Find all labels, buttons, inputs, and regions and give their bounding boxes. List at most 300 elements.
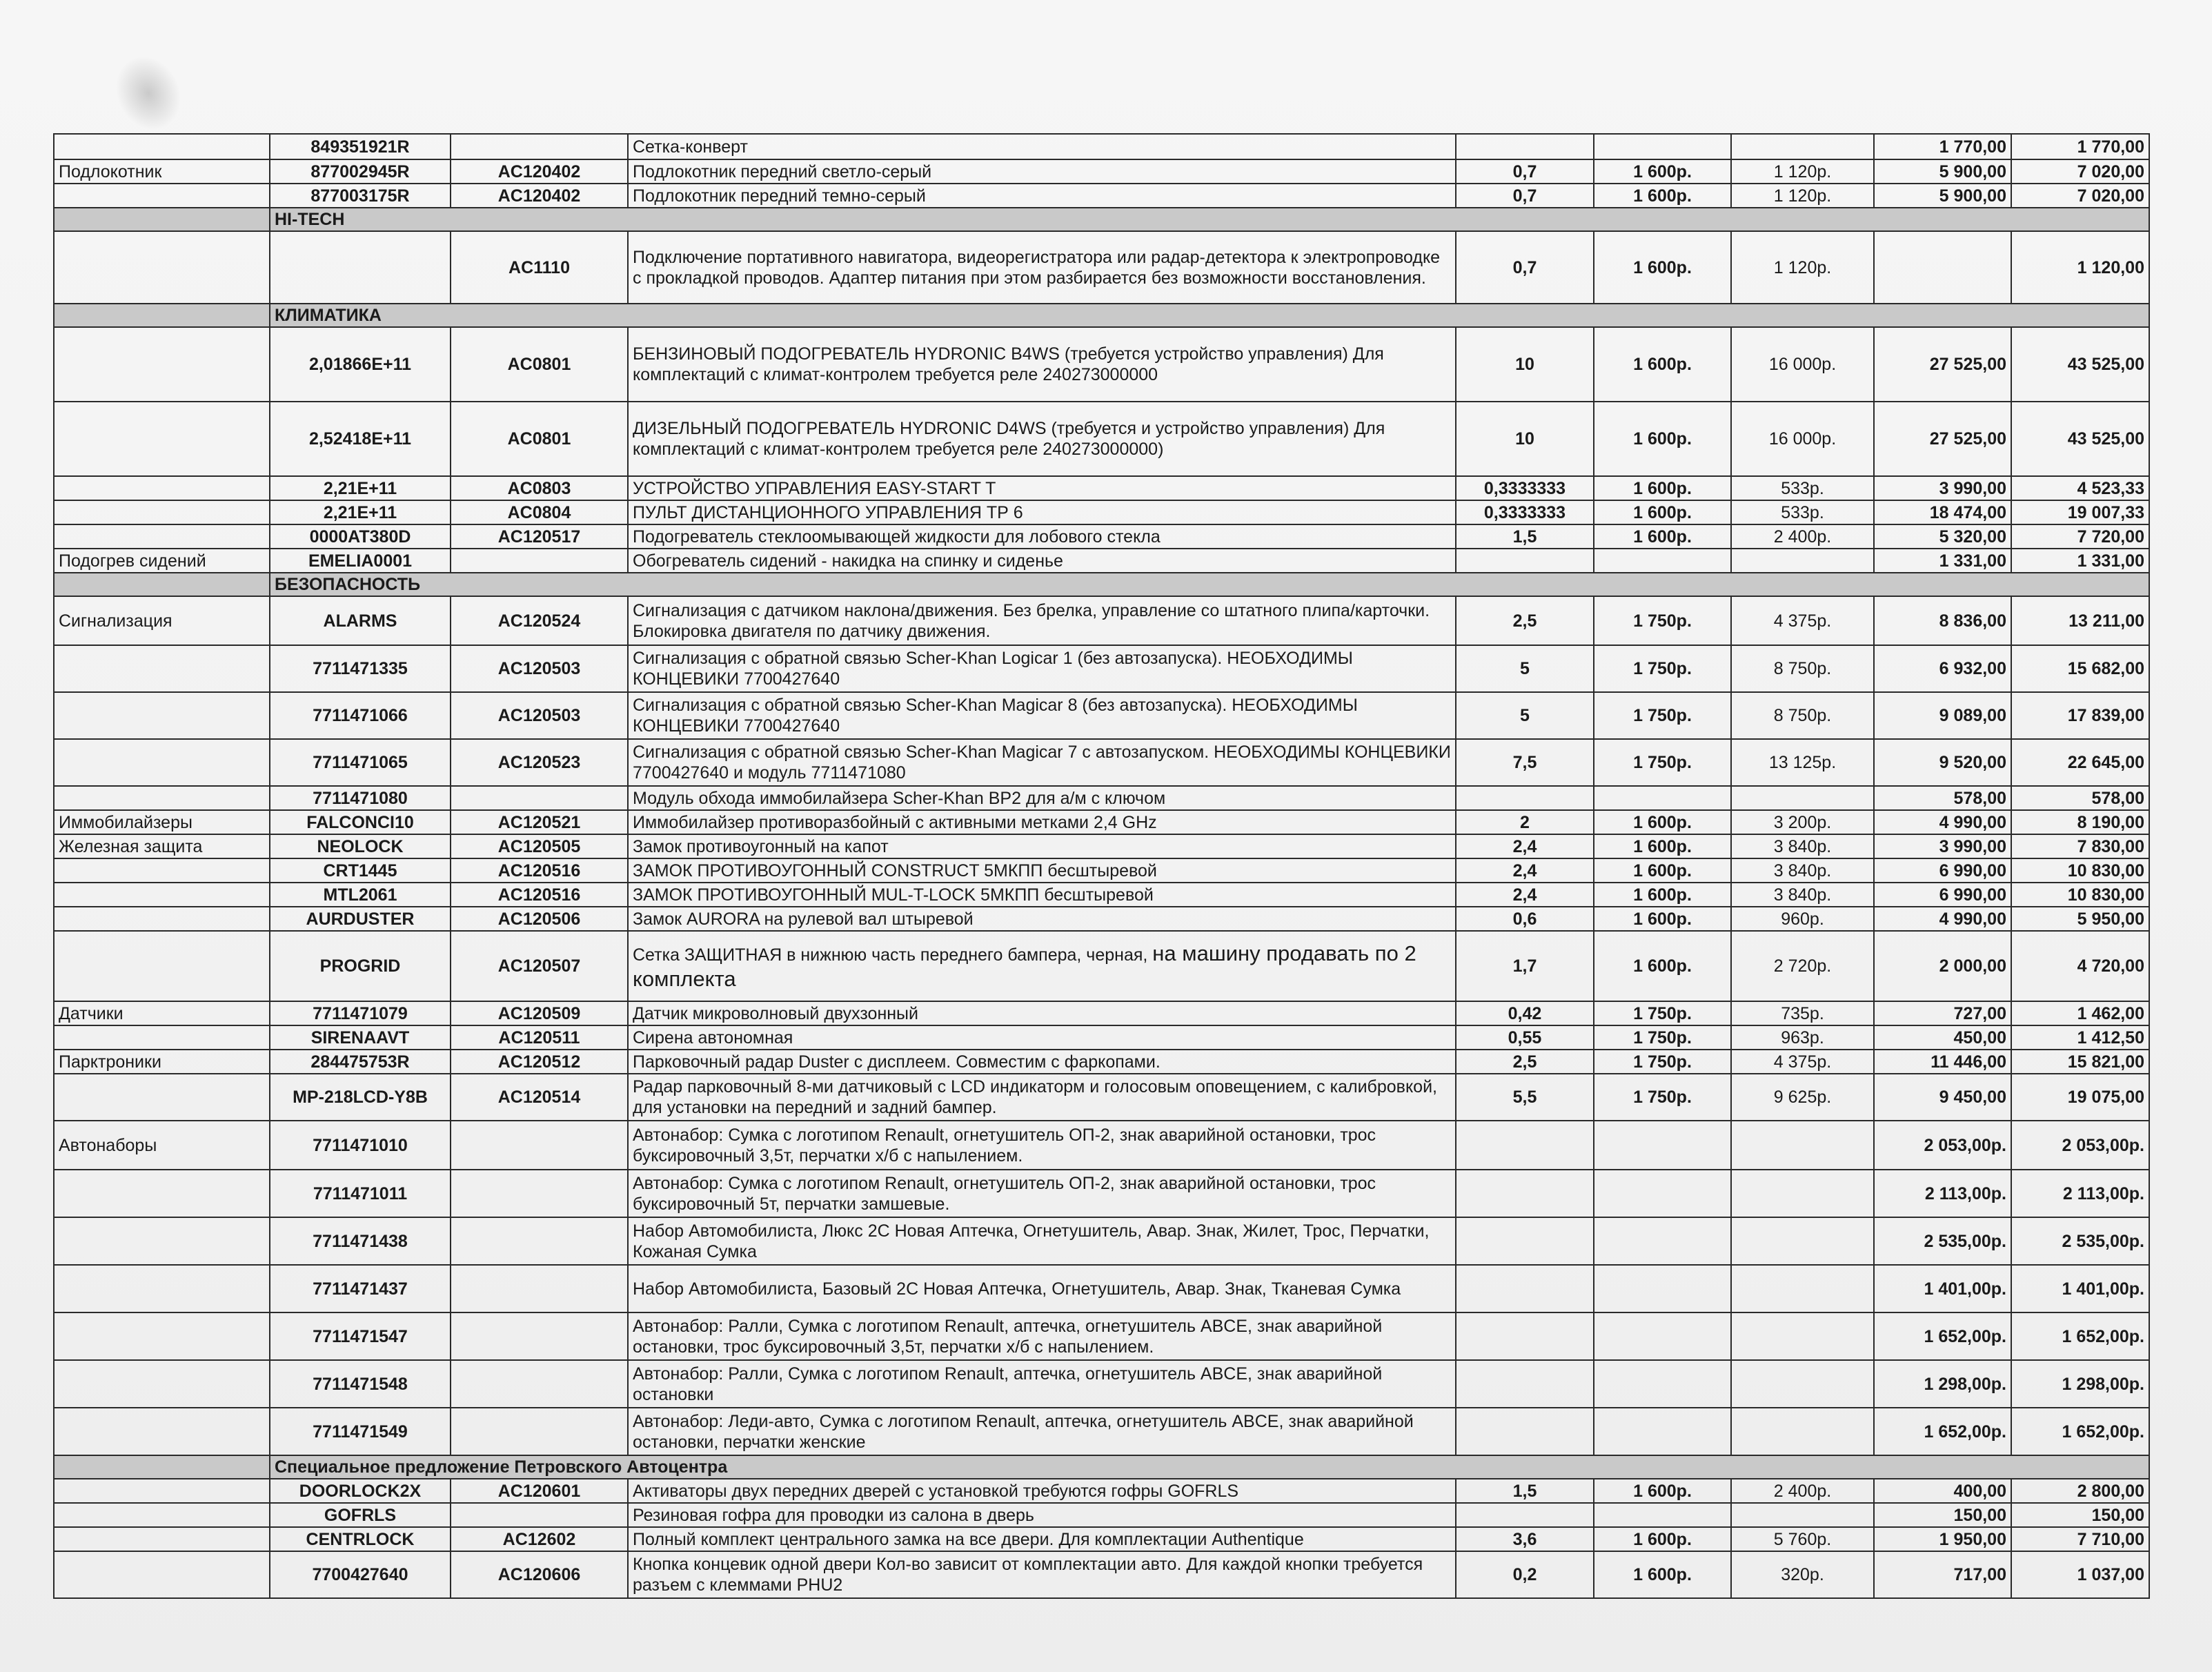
table-row xyxy=(54,1001,2149,1025)
article-code-cell: EMELIA0001 xyxy=(270,549,451,573)
article-code-cell: 877002945R xyxy=(270,159,451,184)
total-price-cell: 578,00 xyxy=(2011,786,2149,810)
labor-cost-cell xyxy=(1731,1312,1874,1360)
category-cell xyxy=(54,1217,270,1265)
description-cell: Подогреватель стеклоомывающей жидкости для лобового стекла xyxy=(628,524,1456,549)
labor-hours-cell: 0,6 xyxy=(1456,907,1594,931)
table-row xyxy=(54,1408,2149,1455)
description-cell: Автонабор: Ралли, Сумка с логотипом Renault, аптечка, огнетушитель ABCE, знак аварийной остановки xyxy=(628,1360,1456,1408)
article-code-cell: 877003175R xyxy=(270,184,451,208)
article-code-cell: PROGRID xyxy=(270,931,451,1001)
table-row xyxy=(54,1025,2149,1050)
part-price-cell: 9 520,00 xyxy=(1874,739,2011,786)
description-cell: Датчик микроволновый двухзонный xyxy=(628,1001,1456,1025)
table-row xyxy=(54,1503,2149,1527)
labor-hours-cell: 0,2 xyxy=(1456,1551,1594,1598)
article-code-cell: 7711471335 xyxy=(270,645,451,692)
category-cell: Сигнализация xyxy=(54,596,270,645)
labor-hours-cell xyxy=(1456,1503,1594,1527)
work-code-cell: AC120506 xyxy=(451,907,628,931)
work-code-cell: AC120514 xyxy=(451,1074,628,1121)
work-code-cell: AC120516 xyxy=(451,883,628,907)
hourly-rate-cell: 1 600р. xyxy=(1594,159,1731,184)
table-row xyxy=(54,596,2149,645)
description-cell: Автонабор: Леди-авто, Сумка с логотипом Renault, аптечка, огнетушитель ABCE, знак аварийной остановки, перчатки женские xyxy=(628,1408,1456,1455)
total-price-cell: 1 037,00 xyxy=(2011,1551,2149,1598)
article-code-cell: 7711471080 xyxy=(270,786,451,810)
table-row xyxy=(54,402,2149,476)
category-cell xyxy=(54,184,270,208)
table-row xyxy=(54,810,2149,834)
category-cell xyxy=(54,858,270,883)
table-row xyxy=(54,1360,2149,1408)
description-cell xyxy=(628,931,1456,1001)
description-cell: ДИЗЕЛЬНЫЙ ПОДОГРЕВАТЕЛЬ HYDRONIC D4WS (требуется и устройство управления) Для комплектаций с климат-контролем требуется реле 240273000000) xyxy=(628,402,1456,476)
hourly-rate-cell xyxy=(1594,549,1731,573)
table-row xyxy=(54,739,2149,786)
part-price-cell: 1 401,00р. xyxy=(1874,1265,2011,1312)
category-cell xyxy=(54,476,270,500)
part-price-cell: 4 990,00 xyxy=(1874,810,2011,834)
part-price-cell: 6 932,00 xyxy=(1874,645,2011,692)
section-title: КЛИМАТИКА xyxy=(270,304,2149,327)
labor-hours-cell: 1,5 xyxy=(1456,1479,1594,1503)
labor-hours-cell: 2,5 xyxy=(1456,1050,1594,1074)
labor-cost-cell: 4 375р. xyxy=(1731,596,1874,645)
labor-hours-cell: 3,6 xyxy=(1456,1527,1594,1551)
category-cell xyxy=(54,692,270,739)
article-code-cell: SIRENAAVT xyxy=(270,1025,451,1050)
section-header-row xyxy=(54,208,2149,231)
hourly-rate-cell: 1 600р. xyxy=(1594,402,1731,476)
part-price-cell: 3 990,00 xyxy=(1874,834,2011,858)
description-text: Сетка ЗАЩИТНАЯ в нижнюю часть переднего бампера, черная, xyxy=(633,945,1148,965)
article-code-cell: MTL2061 xyxy=(270,883,451,907)
work-code-cell: AC120516 xyxy=(451,858,628,883)
total-price-cell: 43 525,00 xyxy=(2011,327,2149,402)
hourly-rate-cell: 1 600р. xyxy=(1594,1527,1731,1551)
section-blank-cell xyxy=(54,304,270,327)
labor-hours-cell xyxy=(1456,549,1594,573)
article-code-cell: 7711471011 xyxy=(270,1170,451,1217)
description-cell: Модуль обхода иммобилайзера Scher-Khan BP2 для а/м с ключом xyxy=(628,786,1456,810)
part-price-cell: 27 525,00 xyxy=(1874,402,2011,476)
description-cell: Активаторы двух передних дверей с установкой требуются гофры GOFRLS xyxy=(628,1479,1456,1503)
hourly-rate-cell xyxy=(1594,1170,1731,1217)
hourly-rate-cell: 1 600р. xyxy=(1594,1551,1731,1598)
labor-hours-cell xyxy=(1456,786,1594,810)
category-cell xyxy=(54,1408,270,1455)
table-row xyxy=(54,500,2149,524)
category-cell xyxy=(54,931,270,1001)
labor-hours-cell: 2,4 xyxy=(1456,834,1594,858)
hourly-rate-cell: 1 750р. xyxy=(1594,1001,1731,1025)
category-cell xyxy=(54,645,270,692)
table-row xyxy=(54,549,2149,573)
total-price-cell: 1 120,00 xyxy=(2011,231,2149,304)
work-code-cell: AC120524 xyxy=(451,596,628,645)
work-code-cell: AC120402 xyxy=(451,184,628,208)
hourly-rate-cell xyxy=(1594,134,1731,159)
hourly-rate-cell: 1 600р. xyxy=(1594,231,1731,304)
article-code-cell: CRT1445 xyxy=(270,858,451,883)
table-row xyxy=(54,159,2149,184)
article-code-cell: 284475753R xyxy=(270,1050,451,1074)
part-price-cell: 9 450,00 xyxy=(1874,1074,2011,1121)
work-code-cell: AC120503 xyxy=(451,692,628,739)
description-cell: Сетка-конверт xyxy=(628,134,1456,159)
category-cell xyxy=(54,1265,270,1312)
labor-cost-cell: 3 200р. xyxy=(1731,810,1874,834)
labor-cost-cell: 533р. xyxy=(1731,500,1874,524)
hourly-rate-cell: 1 600р. xyxy=(1594,858,1731,883)
labor-cost-cell: 1 120р. xyxy=(1731,184,1874,208)
labor-hours-cell: 0,3333333 xyxy=(1456,500,1594,524)
table-row xyxy=(54,1312,2149,1360)
labor-hours-cell: 0,7 xyxy=(1456,184,1594,208)
labor-hours-cell: 7,5 xyxy=(1456,739,1594,786)
article-code-cell: 7711471547 xyxy=(270,1312,451,1360)
total-price-cell: 7 830,00 xyxy=(2011,834,2149,858)
category-cell xyxy=(54,1479,270,1503)
hourly-rate-cell: 1 750р. xyxy=(1594,1050,1731,1074)
labor-cost-cell: 9 625р. xyxy=(1731,1074,1874,1121)
description-cell: Набор Автомобилиста, Люкс 2С Новая Аптечка, Огнетушитель, Авар. Знак, Жилет, Трос, Перчатки, Кожаная Сумка xyxy=(628,1217,1456,1265)
table-row xyxy=(54,1551,2149,1598)
hourly-rate-cell: 1 600р. xyxy=(1594,184,1731,208)
part-price-cell: 1 652,00р. xyxy=(1874,1312,2011,1360)
total-price-cell: 1 652,00р. xyxy=(2011,1312,2149,1360)
category-cell xyxy=(54,524,270,549)
section-header-row xyxy=(54,304,2149,327)
article-code-cell: AURDUSTER xyxy=(270,907,451,931)
description-cell: Радар парковочный 8-ми датчиковый с LCD индикаторм и голосовым оповещением, с калибровкой, для установки на передний и задний бампер. xyxy=(628,1074,1456,1121)
hourly-rate-cell: 1 750р. xyxy=(1594,1074,1731,1121)
hourly-rate-cell xyxy=(1594,1217,1731,1265)
table-row xyxy=(54,184,2149,208)
hourly-rate-cell: 1 750р. xyxy=(1594,692,1731,739)
description-cell: ЗАМОК ПРОТИВОУГОННЫЙ MUL-T-LOCK 5МКПП бесштыревой xyxy=(628,883,1456,907)
total-price-cell: 7 020,00 xyxy=(2011,159,2149,184)
table-row xyxy=(54,524,2149,549)
article-code-cell: 2,21E+11 xyxy=(270,500,451,524)
category-cell: Подогрев сидений xyxy=(54,549,270,573)
category-cell: Иммобилайзеры xyxy=(54,810,270,834)
total-price-cell: 22 645,00 xyxy=(2011,739,2149,786)
work-code-cell: AC120505 xyxy=(451,834,628,858)
labor-hours-cell: 2,4 xyxy=(1456,883,1594,907)
category-cell xyxy=(54,231,270,304)
part-price-cell: 150,00 xyxy=(1874,1503,2011,1527)
table-row xyxy=(54,1121,2149,1170)
table-row xyxy=(54,692,2149,739)
labor-cost-cell xyxy=(1731,1408,1874,1455)
labor-hours-cell: 5 xyxy=(1456,645,1594,692)
article-code-cell: 7711471437 xyxy=(270,1265,451,1312)
hourly-rate-cell: 1 600р. xyxy=(1594,524,1731,549)
description-cell: УСТРОЙСТВО УПРАВЛЕНИЯ EASY-START T xyxy=(628,476,1456,500)
part-price-cell: 9 089,00 xyxy=(1874,692,2011,739)
hourly-rate-cell xyxy=(1594,1503,1731,1527)
total-price-cell: 7 710,00 xyxy=(2011,1527,2149,1551)
part-price-cell: 6 990,00 xyxy=(1874,858,2011,883)
description-cell: Автонабор: Ралли, Сумка с логотипом Renault, аптечка, огнетушитель ABCE, знак аварийной остановки, трос буксировочный 3,5т, перчатки х/б с напылением. xyxy=(628,1312,1456,1360)
work-code-cell xyxy=(451,1360,628,1408)
total-price-cell: 10 830,00 xyxy=(2011,883,2149,907)
total-price-cell: 4 523,33 xyxy=(2011,476,2149,500)
article-code-cell: MP-218LCD-Y8B xyxy=(270,1074,451,1121)
part-price-cell: 2 535,00р. xyxy=(1874,1217,2011,1265)
work-code-cell: AC120503 xyxy=(451,645,628,692)
work-code-cell xyxy=(451,1312,628,1360)
category-cell xyxy=(54,500,270,524)
part-price-cell: 18 474,00 xyxy=(1874,500,2011,524)
category-cell xyxy=(54,134,270,159)
labor-cost-cell xyxy=(1731,134,1874,159)
part-price-cell: 400,00 xyxy=(1874,1479,2011,1503)
labor-cost-cell: 8 750р. xyxy=(1731,692,1874,739)
part-price-cell: 6 990,00 xyxy=(1874,883,2011,907)
part-price-cell: 717,00 xyxy=(1874,1551,2011,1598)
article-code-cell: CENTRLOCK xyxy=(270,1527,451,1551)
total-price-cell: 15 821,00 xyxy=(2011,1050,2149,1074)
total-price-cell: 15 682,00 xyxy=(2011,645,2149,692)
article-code-cell: FALCONCI10 xyxy=(270,810,451,834)
table-row xyxy=(54,786,2149,810)
hourly-rate-cell: 1 750р. xyxy=(1594,596,1731,645)
category-cell xyxy=(54,1025,270,1050)
labor-cost-cell: 3 840р. xyxy=(1731,834,1874,858)
labor-cost-cell: 2 720р. xyxy=(1731,931,1874,1001)
total-price-cell: 7 720,00 xyxy=(2011,524,2149,549)
section-title: БЕЗОПАСНОСТЬ xyxy=(270,573,2149,596)
work-code-cell xyxy=(451,1408,628,1455)
article-code-cell: NEOLOCK xyxy=(270,834,451,858)
category-cell xyxy=(54,786,270,810)
category-cell: Автонаборы xyxy=(54,1121,270,1170)
labor-cost-cell: 13 125р. xyxy=(1731,739,1874,786)
article-code-cell: 849351921R xyxy=(270,134,451,159)
labor-hours-cell: 5 xyxy=(1456,692,1594,739)
description-cell: Сигнализация с обратной связью Scher-Khan Logicar 1 (без автозапуска). НЕОБХОДИМЫ КОНЦЕВИКИ 7700427640 xyxy=(628,645,1456,692)
labor-cost-cell: 2 400р. xyxy=(1731,524,1874,549)
hourly-rate-cell xyxy=(1594,786,1731,810)
labor-cost-cell xyxy=(1731,1265,1874,1312)
category-cell: Парктроники xyxy=(54,1050,270,1074)
category-cell xyxy=(54,1527,270,1551)
labor-hours-cell xyxy=(1456,1217,1594,1265)
labor-cost-cell: 4 375р. xyxy=(1731,1050,1874,1074)
labor-cost-cell: 8 750р. xyxy=(1731,645,1874,692)
hourly-rate-cell: 1 750р. xyxy=(1594,1025,1731,1050)
table-row xyxy=(54,907,2149,931)
hourly-rate-cell xyxy=(1594,1121,1731,1170)
labor-cost-cell xyxy=(1731,786,1874,810)
total-price-cell: 43 525,00 xyxy=(2011,402,2149,476)
labor-hours-cell xyxy=(1456,1170,1594,1217)
labor-hours-cell: 10 xyxy=(1456,402,1594,476)
table-row xyxy=(54,1217,2149,1265)
labor-hours-cell: 1,5 xyxy=(1456,524,1594,549)
description-cell: Сирена автономная xyxy=(628,1025,1456,1050)
category-cell xyxy=(54,1551,270,1598)
work-code-cell: AC120601 xyxy=(451,1479,628,1503)
article-code-cell: 7711471079 xyxy=(270,1001,451,1025)
part-price-cell: 4 990,00 xyxy=(1874,907,2011,931)
part-price-cell: 1 652,00р. xyxy=(1874,1408,2011,1455)
table-row xyxy=(54,1527,2149,1551)
hourly-rate-cell: 1 600р. xyxy=(1594,907,1731,931)
labor-cost-cell: 3 840р. xyxy=(1731,858,1874,883)
hourly-rate-cell: 1 750р. xyxy=(1594,739,1731,786)
work-code-cell: AC1110 xyxy=(451,231,628,304)
section-blank-cell xyxy=(54,208,270,231)
part-price-cell: 11 446,00 xyxy=(1874,1050,2011,1074)
labor-cost-cell xyxy=(1731,1503,1874,1527)
table-row xyxy=(54,134,2149,159)
table-row xyxy=(54,645,2149,692)
table-row xyxy=(54,1074,2149,1121)
total-price-cell: 7 020,00 xyxy=(2011,184,2149,208)
article-code-cell: 2,01866E+11 xyxy=(270,327,451,402)
category-cell xyxy=(54,1074,270,1121)
hourly-rate-cell: 1 600р. xyxy=(1594,883,1731,907)
table-row xyxy=(54,883,2149,907)
category-cell: Железная защита xyxy=(54,834,270,858)
labor-hours-cell: 2 xyxy=(1456,810,1594,834)
labor-hours-cell xyxy=(1456,1360,1594,1408)
labor-hours-cell: 0,42 xyxy=(1456,1001,1594,1025)
section-header-row xyxy=(54,1455,2149,1479)
labor-hours-cell xyxy=(1456,1312,1594,1360)
description-cell: Иммобилайзер противоразбойный с активными метками 2,4 GHz xyxy=(628,810,1456,834)
part-price-cell: 3 990,00 xyxy=(1874,476,2011,500)
labor-cost-cell xyxy=(1731,1217,1874,1265)
handwritten-note-text: на машину продавать по 2 комплекта xyxy=(633,941,1416,991)
accessories-price-table xyxy=(53,133,2150,1599)
work-code-cell xyxy=(451,1121,628,1170)
description-cell: Замок противоугонный на капот xyxy=(628,834,1456,858)
hourly-rate-cell: 1 600р. xyxy=(1594,500,1731,524)
total-price-cell: 1 331,00 xyxy=(2011,549,2149,573)
labor-cost-cell: 735р. xyxy=(1731,1001,1874,1025)
hourly-rate-cell xyxy=(1594,1312,1731,1360)
work-code-cell: AC120507 xyxy=(451,931,628,1001)
labor-hours-cell: 0,3333333 xyxy=(1456,476,1594,500)
work-code-cell: AC0803 xyxy=(451,476,628,500)
description-cell: Сигнализация с обратной связью Scher-Khan Magicar 7 с автозапуском. НЕОБХОДИМЫ КОНЦЕВИКИ 7700427640 и модуль 7711471080 xyxy=(628,739,1456,786)
labor-cost-cell xyxy=(1731,1170,1874,1217)
description-cell: Обогреватель сидений - накидка на спинку и сиденье xyxy=(628,549,1456,573)
labor-hours-cell xyxy=(1456,134,1594,159)
work-code-cell: AC120521 xyxy=(451,810,628,834)
article-code-cell: 2,21E+11 xyxy=(270,476,451,500)
hourly-rate-cell xyxy=(1594,1265,1731,1312)
labor-cost-cell xyxy=(1731,1121,1874,1170)
table-row xyxy=(54,1050,2149,1074)
hourly-rate-cell: 1 600р. xyxy=(1594,327,1731,402)
labor-hours-cell xyxy=(1456,1121,1594,1170)
section-blank-cell xyxy=(54,573,270,596)
work-code-cell: AC12602 xyxy=(451,1527,628,1551)
part-price-cell: 2 000,00 xyxy=(1874,931,2011,1001)
description-cell: Сигнализация с обратной связью Scher-Khan Magicar 8 (без автозапуска). НЕОБХОДИМЫ КОНЦЕВИКИ 7700427640 xyxy=(628,692,1456,739)
category-cell xyxy=(54,1312,270,1360)
table-body xyxy=(54,134,2149,1598)
labor-cost-cell: 1 120р. xyxy=(1731,231,1874,304)
work-code-cell: AC120512 xyxy=(451,1050,628,1074)
section-header-row xyxy=(54,573,2149,596)
article-code-cell: 0000AT380D xyxy=(270,524,451,549)
category-cell xyxy=(54,907,270,931)
labor-hours-cell: 0,7 xyxy=(1456,159,1594,184)
article-code-cell: 2,52418E+11 xyxy=(270,402,451,476)
part-price-cell xyxy=(1874,231,2011,304)
article-code-cell: 7711471438 xyxy=(270,1217,451,1265)
total-price-cell: 2 113,00р. xyxy=(2011,1170,2149,1217)
hourly-rate-cell: 1 600р. xyxy=(1594,834,1731,858)
total-price-cell: 13 211,00 xyxy=(2011,596,2149,645)
hourly-rate-cell xyxy=(1594,1408,1731,1455)
part-price-cell: 2 113,00р. xyxy=(1874,1170,2011,1217)
total-price-cell: 5 950,00 xyxy=(2011,907,2149,931)
labor-hours-cell: 2,5 xyxy=(1456,596,1594,645)
work-code-cell: AC120517 xyxy=(451,524,628,549)
hourly-rate-cell: 1 750р. xyxy=(1594,645,1731,692)
article-code-cell: 7711471549 xyxy=(270,1408,451,1455)
table-row xyxy=(54,858,2149,883)
labor-hours-cell xyxy=(1456,1265,1594,1312)
description-cell: Автонабор: Сумка с логотипом Renault, огнетушитель ОП-2, знак аварийной остановки, трос буксировочный 3,5т, перчатки х/б с напылением. xyxy=(628,1121,1456,1170)
part-price-cell: 1 770,00 xyxy=(1874,134,2011,159)
article-code-cell: 7711471066 xyxy=(270,692,451,739)
article-code-cell: DOORLOCK2X xyxy=(270,1479,451,1503)
part-price-cell: 5 320,00 xyxy=(1874,524,2011,549)
part-price-cell: 2 053,00р. xyxy=(1874,1121,2011,1170)
work-code-cell: AC120606 xyxy=(451,1551,628,1598)
labor-hours-cell xyxy=(1456,1408,1594,1455)
category-cell xyxy=(54,1170,270,1217)
total-price-cell: 1 462,00 xyxy=(2011,1001,2149,1025)
category-cell: Датчики xyxy=(54,1001,270,1025)
work-code-cell: AC0804 xyxy=(451,500,628,524)
part-price-cell: 727,00 xyxy=(1874,1001,2011,1025)
article-code-cell: 7711471065 xyxy=(270,739,451,786)
labor-hours-cell: 1,7 xyxy=(1456,931,1594,1001)
labor-cost-cell: 960р. xyxy=(1731,907,1874,931)
part-price-cell: 5 900,00 xyxy=(1874,184,2011,208)
labor-hours-cell: 0,7 xyxy=(1456,231,1594,304)
total-price-cell: 1 298,00р. xyxy=(2011,1360,2149,1408)
description-cell: Резиновая гофра для проводки из салона в дверь xyxy=(628,1503,1456,1527)
labor-hours-cell: 0,55 xyxy=(1456,1025,1594,1050)
table-row xyxy=(54,834,2149,858)
labor-cost-cell: 533р. xyxy=(1731,476,1874,500)
work-code-cell: AC0801 xyxy=(451,327,628,402)
description-cell: Полный комплект центрального замка на все двери. Для комплектации Authentique xyxy=(628,1527,1456,1551)
table-row xyxy=(54,231,2149,304)
article-code-cell: 7700427640 xyxy=(270,1551,451,1598)
work-code-cell xyxy=(451,549,628,573)
labor-cost-cell: 2 400р. xyxy=(1731,1479,1874,1503)
total-price-cell: 4 720,00 xyxy=(2011,931,2149,1001)
part-price-cell: 1 331,00 xyxy=(1874,549,2011,573)
work-code-cell: AC120523 xyxy=(451,739,628,786)
article-code-cell: 7711471548 xyxy=(270,1360,451,1408)
total-price-cell: 1 412,50 xyxy=(2011,1025,2149,1050)
category-cell xyxy=(54,1360,270,1408)
part-price-cell: 578,00 xyxy=(1874,786,2011,810)
